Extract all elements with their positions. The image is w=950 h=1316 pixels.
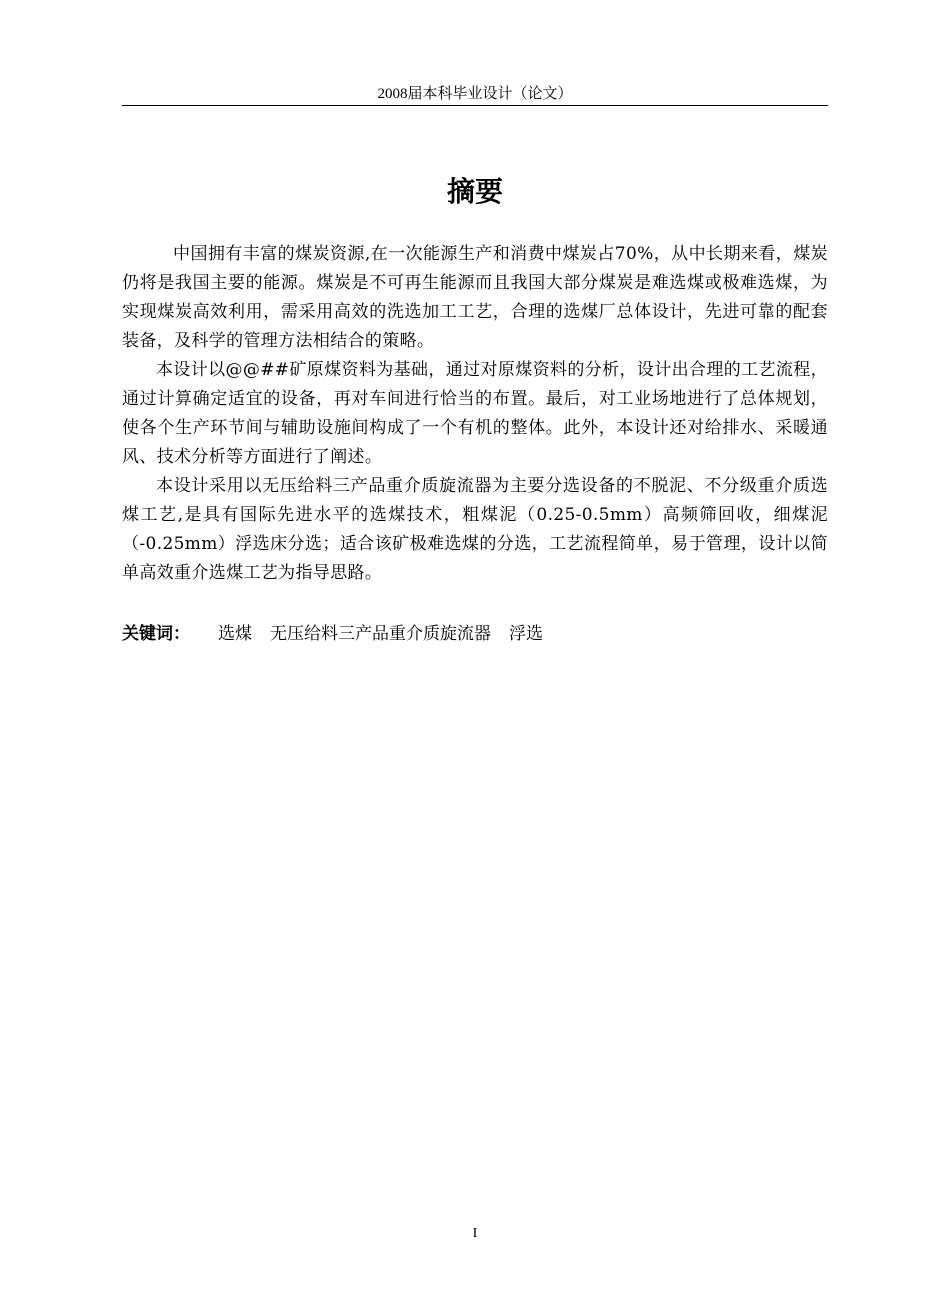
keywords-label: 关键词： bbox=[122, 624, 190, 644]
keywords-line bbox=[122, 620, 828, 649]
running-header: 2008届本科毕业设计（论文） bbox=[377, 86, 573, 102]
keyword-item: 选煤 bbox=[218, 624, 252, 644]
abstract-paragraph-2: 本设计以@@##矿原煤资料为基础，通过对原煤资料的分析，设计出合理的工艺流程，通过计算确定适宜的设备，再对车间进行恰当的布置。最后，对工业场地进行了总体规划，使各个生产环节间与辅助设施间构成了一个有机的整体。此外，本设计还对给排水、采暖通风、技术分析等方面进行了阐述。 bbox=[122, 360, 828, 467]
abstract-paragraph-3: 本设计采用以无压给料三产品重介质旋流器为主要分选设备的不脱泥、不分级重介质选煤工艺,是具有国际先进水平的选煤技术，粗煤泥（0.25-0.5mm）高频筛回收，细煤泥（-0.25mm）浮选床分选；适合该矿极难选煤的分选，工艺流程简单，易于管理，设计以简单高效重介选煤工艺为指导思路。 bbox=[122, 476, 828, 583]
keyword-item: 无压给料三产品重介质旋流器 bbox=[270, 624, 491, 644]
abstract-paragraph-1: 中国拥有丰富的煤炭资源,在一次能源生产和消费中煤炭占70%，从中长期来看，煤炭仍将是我国主要的能源。煤炭是不可再生能源而且我国大部分煤炭是难选煤或极难选煤，为实现煤炭高效利用，需采用高效的洗选加工工艺，合理的选煤厂总体设计，先进可靠的配套装备，及科学的管理方法相结合的策略。 bbox=[122, 244, 828, 351]
abstract-body bbox=[122, 240, 828, 588]
page-number: I bbox=[472, 1226, 478, 1241]
abstract-title: 摘要 bbox=[446, 175, 503, 208]
header-rule bbox=[122, 105, 828, 106]
keyword-item: 浮选 bbox=[509, 624, 543, 644]
